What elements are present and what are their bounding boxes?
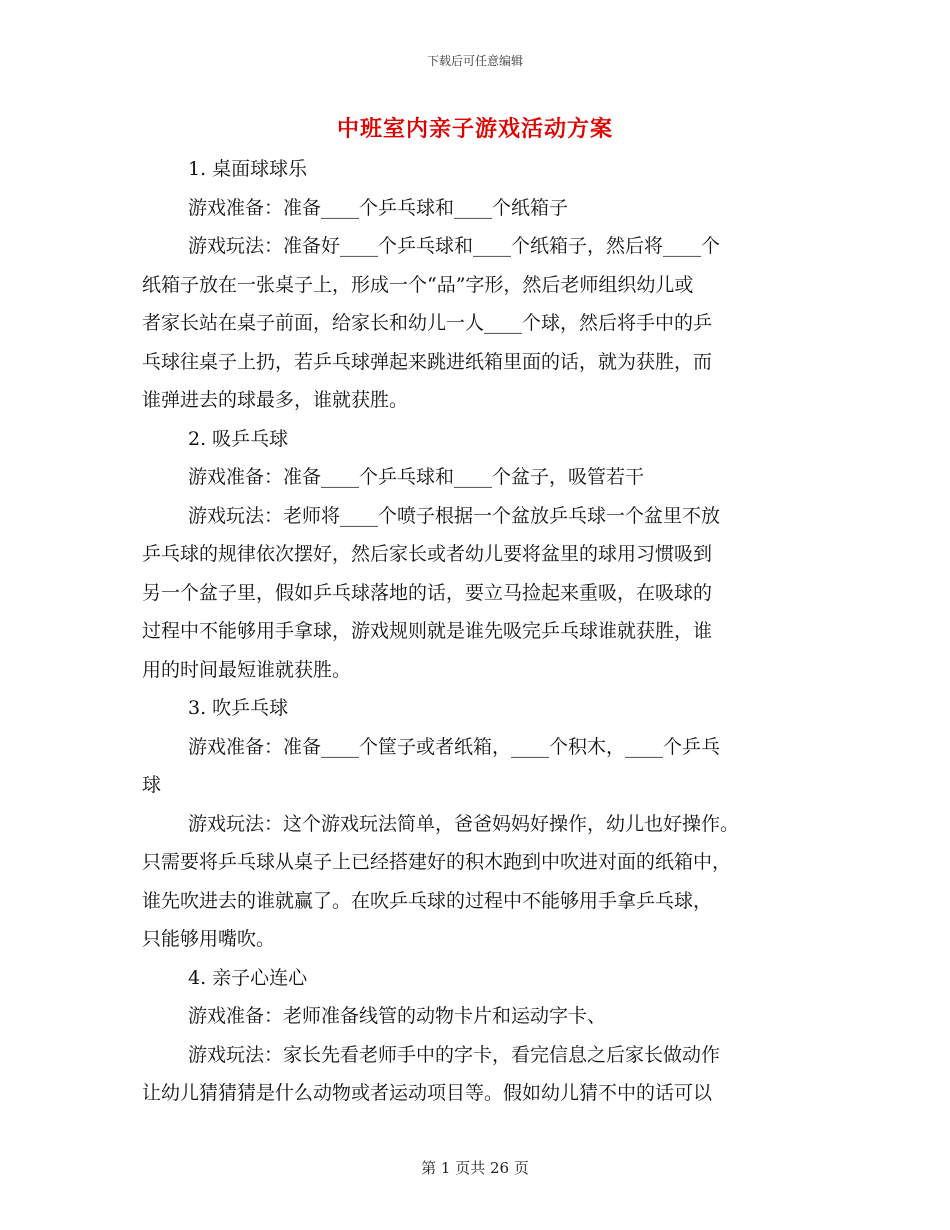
document-title: 中班室内亲子游戏活动方案	[336, 116, 613, 142]
body-line: 游戏玩法：家长先看老师手中的字卡，看完信息之后家长做动作	[188, 1043, 721, 1066]
body-line: 游戏准备：老师准备线管的动物卡片和运动字卡、	[188, 1005, 607, 1027]
body-line: 游戏玩法：准备好____个乒乓球和____个纸箱子，然后将____个	[188, 235, 721, 257]
body-line: 乓球往桌子上扔，若乒乓球弹起来跳进纸箱里面的话，就为获胜，而	[142, 350, 713, 373]
body-line: 只需要将乒乓球从桌子上已经搭建好的积木跑到中吹进对面的纸箱中，	[142, 851, 732, 873]
body-line: 谁先吹进去的谁就赢了。在吹乒乓球的过程中不能够用手拿乒乓球，	[142, 889, 713, 912]
header-note: 下载后可任意编辑	[426, 54, 523, 68]
body-line: 4. 亲子心连心	[188, 966, 308, 989]
body-line: 游戏准备：准备____个筐子或者纸箱，____个积木，____个乒乓	[188, 735, 721, 758]
body-line: 乒乓球的规律依次摆好，然后家长或者幼儿要将盆里的球用习惯吸到	[142, 543, 713, 565]
body-line: 游戏准备：准备____个乒乓球和____个纸箱子	[188, 196, 569, 219]
body-line: 让幼儿猜猜猜是什么动物或者运动项目等。假如幼儿猜不中的话可以	[142, 1082, 713, 1104]
body-line: 游戏准备：准备____个乒乓球和____个盆子，吸管若干	[188, 466, 645, 488]
body-line: 谁弹进去的球最多，谁就获胜。	[142, 389, 409, 411]
body-line: 者家长站在桌子前面，给家长和幼儿一人____个球，然后将手中的乒	[142, 312, 713, 334]
body-line: 游戏玩法：老师将____个喷子根据一个盆放乒乓球一个盆里不放	[188, 504, 721, 527]
body-line: 球	[142, 774, 162, 796]
body-line: 用的时间最短谁就获胜。	[142, 658, 352, 681]
body-line: 另一个盆子里，假如乒乓球落地的话，要立马捡起来重吸，在吸球的	[142, 581, 713, 604]
body-line: 纸箱子放在一张桌子上，形成一个“品”字形，然后老师组织幼儿或	[142, 273, 694, 296]
body-line: 只能够用嘴吹。	[142, 928, 276, 950]
body-line: 过程中不能够用手拿球，游戏规则就是谁先吸完乒乓球谁就获胜，谁	[142, 620, 713, 642]
document-body	[142, 150, 802, 1113]
body-line: 2. 吸乒乓球	[188, 427, 289, 450]
body-line: 1. 桌面球球乐	[188, 158, 308, 180]
body-line: 游戏玩法：这个游戏玩法简单，爸爸妈妈好操作，幼儿也好操作。	[188, 812, 740, 835]
body-line: 3. 吹乒乓球	[188, 697, 289, 719]
page-footer: 第 1 页共 26 页	[421, 1159, 529, 1177]
